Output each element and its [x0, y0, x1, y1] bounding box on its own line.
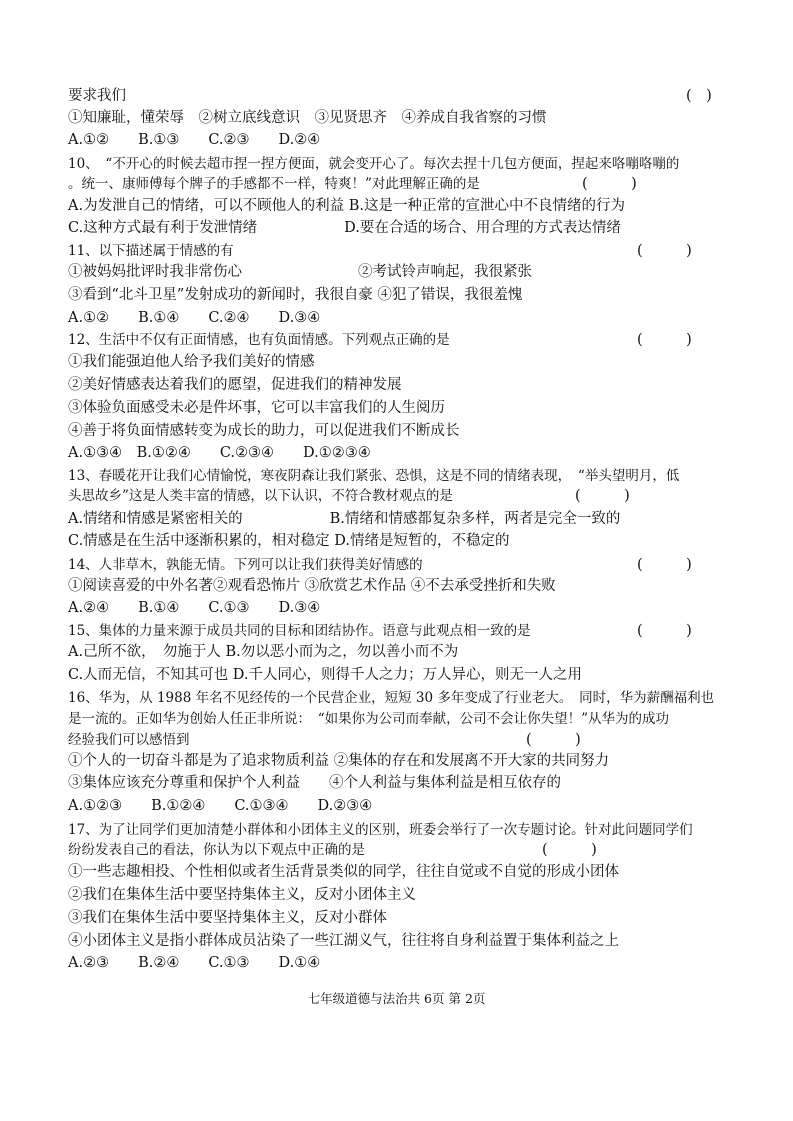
question-14-options: ①阅读喜爱的中外名著②观看恐怖片 ③欣赏艺术作品 ④不去承受挫折和失败 — [68, 578, 556, 594]
question-13-choices-cd: C.情感是在生活中逐渐积累的，相对稳定 D.情绪是短暂的，不稳定的 — [68, 533, 510, 549]
question-13-stem: 13、春暖花开让我们心情愉悦，寒夜阴森让我们紧张、恐惧，这是不同的情绪表现， “举头望明月，低 — [68, 468, 680, 484]
question-11-choices: A.①② B.①④ C.②④ D.③④ — [68, 310, 321, 326]
question-16-stem-cont: 是一流的。正如华为创始人任正非所说： “如果你为公司而奉献，公司不会让你失望！”从华为的成功 — [68, 711, 670, 727]
question-12-choices: A.①③④ B.①②④ C.②③④ D.①②③④ — [68, 445, 371, 461]
answer-blank: ( ) — [542, 842, 597, 858]
question-17-option-2: ②我们在集体生活中要坚持集体主义，反对小团体主义 — [68, 887, 416, 903]
answer-blank: ( ) — [582, 176, 637, 192]
question-17-stem-cont: 纷纷发表自己的看法，你认为以下观点中正确的是 — [68, 842, 365, 858]
question-16-choices: A.①②③ B.①②④ C.①③④ D.②③④ — [68, 798, 373, 814]
question-17-option-1: ①一些志趣相投、个性相似或者生活背景类似的同学，往往自觉或不自觉的形成小团体 — [68, 864, 619, 880]
question-15-stem: 15、集体的力量来源于成员共同的目标和团结协作。语意与此观点相一致的是 — [68, 623, 531, 639]
question-15-choices-ab: A.己所不欲， 勿施于人 B.勿以恶小而为之，勿以善小而不为 — [68, 644, 459, 660]
answer-blank: ( ) — [637, 243, 692, 259]
answer-blank: ( ) — [686, 88, 712, 104]
question-stem-line: 要求我们 — [68, 88, 126, 104]
question-15-choices-cd: C.人而无信，不知其可也 D.千人同心，则得千人之力；万人异心，则无一人之用 — [68, 667, 583, 683]
question-10-choices-cd: C.这种方式最有利于发泄情绪 D.要在合适的场合、用合理的方式表达情绪 — [68, 220, 621, 236]
answer-blank: ( ) — [637, 623, 692, 639]
question-14-stem: 14、人非草木，孰能无情。下列可以让我们获得美好情感的 — [68, 557, 423, 573]
question-17-stem: 17、为了让同学们更加清楚小群体和小团体主义的区别，班委会举行了一次专题讨论。针对此问题同学们 — [68, 822, 693, 838]
question-12-option-1: ①我们能强迫他人给予我们美好的情感 — [68, 354, 315, 370]
question-12-stem: 12、生活中不仅有正面情感，也有负面情感。下列观点正确的是 — [68, 332, 450, 348]
question-16-stem: 16、华为，从 1988 年名不见经传的一个民营企业，短短 30 多年变成了行业老大。 同时，华为薪酬福利也 — [68, 690, 715, 706]
question-16-stem-end: 经验我们可以感悟到 — [68, 732, 190, 748]
question-12-option-3: ③体验负面感受未必是件坏事，它可以丰富我们的人生阅历 — [68, 400, 445, 416]
question-11-options-34: ③看到“北斗卫星”发射成功的新闻时，我很自豪 ④犯了错误，我很羞愧 — [68, 287, 523, 303]
question-12-option-2: ②美好情感表达着我们的愿望，促进我们的精神发展 — [68, 377, 402, 393]
question-17-choices: A.②③ B.②④ C.①③ D.①④ — [68, 955, 321, 971]
question-16-options-34: ③集体应该充分尊重和保护个人利益 ④个人利益与集体利益是相互依存的 — [68, 775, 561, 791]
question-16-options-12: ①个人的一切奋斗都是为了追求物质利益 ②集体的存在和发展离不开大家的共同努力 — [68, 753, 610, 769]
question-10-stem: 10、 “不开心的时候去超市捏一捏方便面，就会变开心了。每次去捏十几包方便面，捏起来咯嘣咯嘣的 — [68, 156, 680, 172]
answer-blank: ( ) — [637, 332, 692, 348]
answer-blank: ( ) — [575, 488, 630, 504]
answer-blank: ( ) — [637, 557, 692, 573]
question-10-choices-ab: A.为发泄自己的情绪，可以不顾他人的利益 B.这是一种正常的宣泄心中不良情绪的行为 — [68, 198, 625, 214]
question-11-options-12: ①被妈妈批评时我非常伤心 ②考试铃声响起，我很紧张 — [68, 264, 532, 280]
question-17-option-4: ④小团体主义是指小群体成员沾染了一些江湖义气，往往将自身利益置于集体利益之上 — [68, 933, 619, 949]
question-13-stem-cont: 头思故乡”这是人类丰富的情感，以下认识，不符合教材观点的是 — [68, 488, 453, 504]
answer-blank: ( ) — [526, 732, 581, 748]
question-17-option-3: ③我们在集体生活中要坚持集体主义，反对小群体 — [68, 910, 387, 926]
question-12-option-4: ④善于将负面情感转变为成长的助力，可以促进我们不断成长 — [68, 423, 460, 439]
question-11-stem: 11、以下描述属于情感的有 — [68, 243, 234, 259]
question-13-choices-ab: A.情绪和情感是紧密相关的 B.情绪和情感都复杂多样，两者是完全一致的 — [68, 511, 621, 527]
page-footer: 七年级道德与法治共 6页 第 2页 — [307, 991, 486, 1006]
statement-options: ①知廉耻，懂荣辱 ②树立底线意识 ③见贤思齐 ④养成自我省察的习惯 — [68, 110, 547, 126]
answer-choices: A.①② B.①③ C.②③ D.②④ — [68, 132, 321, 148]
question-10-stem-cont: 。统一、康师傅每个牌子的手感都不一样，特爽！”对此理解正确的是 — [68, 176, 480, 192]
question-14-choices: A.②④ B.①④ C.①③ D.③④ — [68, 600, 321, 616]
